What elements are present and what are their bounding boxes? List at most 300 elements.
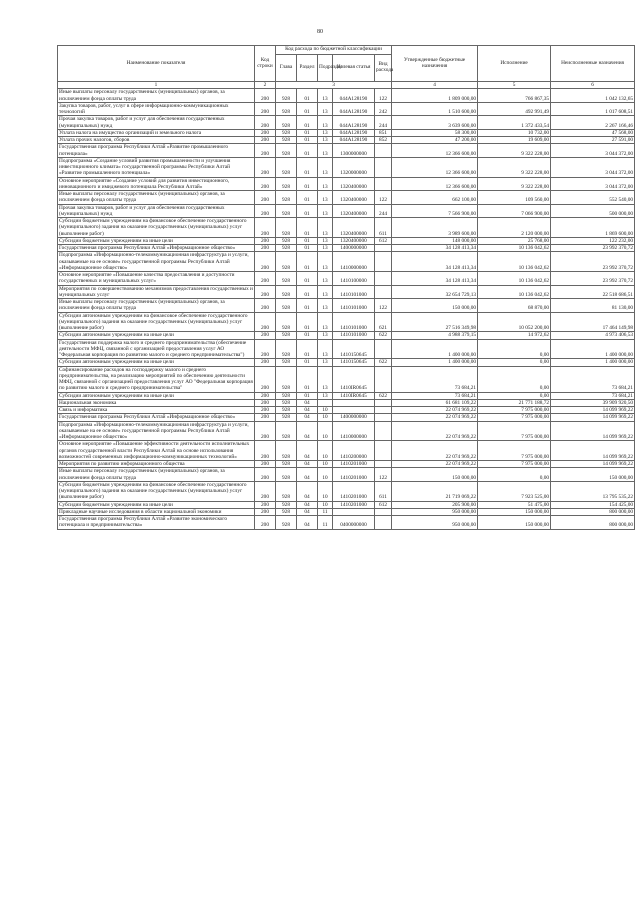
row-glava: 928 [276,204,297,218]
row-razdel: 01 [297,102,318,116]
row-razdel: 01 [297,218,318,238]
row-expense-type: 612 [375,237,392,244]
row-podrazdel: 11 [318,508,333,515]
header-approved: Утвержденные бюджетные назначения [392,46,478,82]
row-podrazdel: 13 [318,272,333,286]
row-line-code: 200 [255,204,276,218]
row-approved: 27 516 349,98 [392,312,478,332]
row-expense-type [375,177,392,191]
row-executed: 9 322 228,00 [478,144,551,158]
row-executed: 7 066 900,00 [478,204,551,218]
row-glava: 928 [276,218,297,238]
row-razdel: 01 [297,392,318,399]
row-line-code: 200 [255,461,276,468]
row-target-article: 1320000000 [333,157,375,177]
row-line-code: 200 [255,421,276,441]
row-razdel: 01 [297,157,318,177]
column-number: 3 [276,82,392,89]
row-glava: 928 [276,312,297,332]
row-glava: 928 [276,339,297,359]
budget-execution-table [57,45,635,530]
row-podrazdel: 13 [318,191,333,205]
row-executed: 150 000,00 [478,508,551,515]
row-podrazdel: 13 [318,137,333,144]
row-executed: 10 136 042,62 [478,245,551,252]
row-glava: 928 [276,359,297,366]
row-glava: 928 [276,144,297,158]
row-unexecuted: 13 795 535,22 [551,481,635,501]
row-line-code: 200 [255,272,276,286]
row-razdel: 04 [297,468,318,482]
row-podrazdel: 11 [318,516,333,530]
row-executed: 0,00 [478,359,551,366]
row-podrazdel: 13 [318,366,333,392]
row-line-code: 200 [255,144,276,158]
row-target-article: 0400000000 [333,516,375,530]
row-approved: 662 100,00 [392,191,478,205]
row-expense-type: 244 [375,204,392,218]
row-target-article: 1410000000 [333,252,375,272]
row-name: Государственная программа Республики Алтай «Информационное общество» [58,414,255,421]
row-unexecuted: 22 518 686,51 [551,285,635,299]
row-name: Прикладные научные исследования в области национальной экономики [58,508,255,515]
row-razdel: 01 [297,252,318,272]
row-approved: 205 900,00 [392,501,478,508]
row-executed: 51 475,00 [478,501,551,508]
row-target-article: 1410IR0645 [333,392,375,399]
row-target-article: 1320400000 [333,204,375,218]
row-podrazdel: 10 [318,481,333,501]
row-podrazdel: 13 [318,129,333,136]
row-target-article: 1320400000 [333,237,375,244]
row-executed: 7 975 000,00 [478,407,551,414]
row-glava: 928 [276,399,297,406]
row-razdel: 01 [297,312,318,332]
header-unexecuted: Неисполненные назначения [551,46,635,82]
row-unexecuted: 1 400 000,00 [551,359,635,366]
row-name: Подпрограмма «Информационно-телекоммуникационная инфраструктура и услуги, оказываемые на ее основе» государственной программы Республики Алтай «Информационное общество» [58,252,255,272]
row-executed: 0,00 [478,366,551,392]
row-podrazdel: 13 [318,332,333,339]
row-approved: 32 654 729,13 [392,285,478,299]
row-line-code: 200 [255,414,276,421]
row-expense-type [375,407,392,414]
row-approved: 1 400 000,00 [392,359,478,366]
header-name: Наименование показателя [58,46,255,82]
row-target-article: 1410200000 [333,441,375,461]
row-executed: 492 991,49 [478,102,551,116]
row-expense-type: 611 [375,218,392,238]
row-approved: 73 684,21 [392,366,478,392]
row-expense-type: 621 [375,312,392,332]
row-glava: 928 [276,516,297,530]
row-razdel: 01 [297,272,318,286]
row-line-code: 200 [255,191,276,205]
row-executed: 7 975 000,00 [478,421,551,441]
row-approved: 34 128 413,34 [392,272,478,286]
row-approved: 150 000,00 [392,468,478,482]
row-podrazdel: 13 [318,252,333,272]
row-name: Субсидии автономным учреждениям на иные цели [58,359,255,366]
row-glava: 928 [276,468,297,482]
row-unexecuted: 3 044 372,00 [551,157,635,177]
row-line-code: 200 [255,516,276,530]
row-name: Связь и информатика [58,407,255,414]
row-name: Субсидии бюджетным учреждениям на иные цели [58,501,255,508]
row-expense-type [375,421,392,441]
row-glava: 928 [276,481,297,501]
row-glava: 928 [276,157,297,177]
row-approved: 22 074 969,22 [392,407,478,414]
row-expense-type: 612 [375,501,392,508]
row-target-article: 1400000000 [333,414,375,421]
row-glava: 928 [276,191,297,205]
row-razdel: 01 [297,285,318,299]
row-name: Субсидии автономным учреждениям на иные цели [58,392,255,399]
row-glava: 928 [276,102,297,116]
row-executed: 68 870,00 [478,299,551,313]
row-name: Государственная программа Республики Алтай «Информационное общество» [58,245,255,252]
row-unexecuted: 14 099 969,22 [551,421,635,441]
row-executed: 10 136 042,62 [478,272,551,286]
table-row [58,299,635,313]
row-target-article: 1320400000 [333,218,375,238]
row-podrazdel: 13 [318,89,333,103]
row-line-code: 200 [255,312,276,332]
table-row [58,461,635,468]
row-approved: 58 300,00 [392,129,478,136]
row-line-code: 200 [255,441,276,461]
table-row [58,407,635,414]
row-glava: 928 [276,508,297,515]
row-line-code: 200 [255,137,276,144]
table-row [58,359,635,366]
header-podrazdel: Подраздел [318,55,333,82]
row-expense-type: 244 [375,116,392,130]
table-row [58,501,635,508]
row-approved: 22 074 969,22 [392,421,478,441]
table-row [58,204,635,218]
row-name: Уплата прочих налогов, сборов [58,137,255,144]
row-approved: 7 566 900,00 [392,204,478,218]
row-razdel: 01 [297,237,318,244]
row-podrazdel: 13 [318,204,333,218]
row-razdel: 04 [297,421,318,441]
row-razdel: 01 [297,366,318,392]
row-podrazdel: 13 [318,116,333,130]
row-expense-type [375,441,392,461]
table-row [58,144,635,158]
row-executed: 109 560,00 [478,191,551,205]
row-executed: 0,00 [478,468,551,482]
row-glava: 928 [276,414,297,421]
row-razdel: 04 [297,501,318,508]
row-executed: 7 975 000,00 [478,441,551,461]
row-approved: 3 639 600,00 [392,116,478,130]
row-name: Государственная программа Республики Алтай «Развитие экономического потенциала и предпринимательства» [58,516,255,530]
row-unexecuted: 1 400 000,00 [551,339,635,359]
row-unexecuted: 73 684,21 [551,392,635,399]
row-unexecuted: 73 684,21 [551,366,635,392]
row-target-article [333,399,375,406]
row-executed: 10 052 200,00 [478,312,551,332]
row-unexecuted: 14 099 969,22 [551,461,635,468]
row-line-code: 200 [255,508,276,515]
row-approved: 950 000,00 [392,516,478,530]
row-unexecuted: 14 099 969,22 [551,441,635,461]
row-executed: 14 972,62 [478,332,551,339]
row-podrazdel: 13 [318,285,333,299]
row-executed: 10 136 042,62 [478,252,551,272]
row-podrazdel: 10 [318,421,333,441]
row-approved: 12 366 600,00 [392,157,478,177]
row-glava: 928 [276,299,297,313]
table-row [58,245,635,252]
row-line-code: 200 [255,129,276,136]
row-podrazdel: 10 [318,461,333,468]
row-podrazdel: 13 [318,177,333,191]
row-unexecuted: 14 099 969,22 [551,407,635,414]
row-target-article: 1410201000 [333,481,375,501]
column-number: 2 [255,82,276,89]
row-unexecuted: 3 044 372,00 [551,177,635,191]
row-name: Государственная программа Республики Алтай «Развитие промышленного потенциала» [58,144,255,158]
row-podrazdel: 13 [318,299,333,313]
row-glava: 928 [276,89,297,103]
row-podrazdel [318,399,333,406]
row-glava: 928 [276,285,297,299]
row-name: Субсидии бюджетным учреждениям на финансовое обеспечение государственного (муниципального) задания на оказание государственных (муниципальных) услуг (выполнение работ) [58,481,255,501]
row-unexecuted: 800 000,00 [551,516,635,530]
row-razdel: 01 [297,332,318,339]
row-executed: 2 120 000,00 [478,218,551,238]
table-row [58,421,635,441]
row-unexecuted: 500 000,00 [551,204,635,218]
row-glava: 928 [276,252,297,272]
row-glava: 928 [276,332,297,339]
row-approved: 3 989 600,00 [392,218,478,238]
row-name: Иные выплаты персоналу государственных (муниципальных) органов, за исключением фонда оплаты труда [58,89,255,103]
table-row [58,392,635,399]
row-approved: 12 366 600,00 [392,177,478,191]
row-glava: 928 [276,441,297,461]
column-number: 5 [478,82,551,89]
row-podrazdel: 13 [318,339,333,359]
row-approved: 1 510 600,00 [392,102,478,116]
row-line-code: 200 [255,399,276,406]
row-expense-type: 622 [375,359,392,366]
row-expense-type [375,272,392,286]
row-executed: 0,00 [478,339,551,359]
column-number: 6 [551,82,635,89]
row-line-code: 200 [255,285,276,299]
row-name: Мероприятия по совершенствованию механизмов предоставления государственных и муниципальных услуг [59,285,253,298]
row-glava: 928 [276,137,297,144]
table-row [58,237,635,244]
table-row [58,89,635,103]
row-podrazdel: 10 [318,468,333,482]
row-unexecuted: 23 992 370,72 [551,272,635,286]
row-target-article: 1410150645 [333,359,375,366]
row-expense-type [375,414,392,421]
row-target-article [333,508,375,515]
row-razdel: 01 [297,89,318,103]
row-line-code: 200 [255,481,276,501]
row-line-code: 200 [255,218,276,238]
row-approved: 12 366 600,00 [392,144,478,158]
row-name: Субсидии автономным учреждениям на финансовое обеспечение государственного (муниципального) задания на оказание государственных (муниципальных) услуг (выполнение работ) [58,312,255,332]
row-razdel: 01 [297,245,318,252]
row-target-article: 044A128190 [333,102,375,116]
row-target-article: 044A128190 [333,129,375,136]
row-line-code: 200 [255,468,276,482]
row-line-code: 200 [255,157,276,177]
row-unexecuted: 4 973 406,53 [551,332,635,339]
row-approved: 61 681 109,22 [392,399,478,406]
header-vid: Вид расхода [375,55,392,82]
row-glava: 928 [276,392,297,399]
row-approved: 22 074 969,22 [392,461,478,468]
table-row [58,312,635,332]
page-number: 80 [317,29,323,35]
row-razdel: 01 [297,299,318,313]
row-approved: 34 128 413,34 [392,245,478,252]
row-unexecuted: 14 099 969,22 [551,414,635,421]
row-glava: 928 [276,461,297,468]
row-name: Основное мероприятие «Повышение эффективности деятельности исполнительных органов государственной власти Республики Алтай на основе использования возможностей современных информационно-коммуникационных технологий» [58,441,255,461]
row-podrazdel: 13 [318,245,333,252]
row-line-code: 200 [255,252,276,272]
row-target-article: 044A128190 [333,137,375,144]
row-glava: 928 [276,501,297,508]
row-target-article [333,407,375,414]
row-expense-type: 852 [375,137,392,144]
row-podrazdel: 13 [318,237,333,244]
row-target-article: 1410101000 [333,332,375,339]
row-unexecuted: 23 992 370,72 [551,252,635,272]
row-target-article: 1410101000 [333,312,375,332]
table-row [58,366,635,392]
row-glava: 928 [276,245,297,252]
row-expense-type: 622 [375,392,392,399]
row-name: Подпрограмма «Создание условий развития промышленности и улучшения инвестиционного климата» государственной программы Республики Алтай «Развитие промышленного потенциала» [58,157,255,177]
row-target-article: 1410000000 [333,421,375,441]
row-name: Иные выплаты персоналу государственных (муниципальных) органов, за исключением фонда оплаты труда [58,468,255,482]
row-line-code: 200 [255,116,276,130]
table-row [58,339,635,359]
row-razdel: 04 [297,407,318,414]
row-target-article: 044A128190 [333,116,375,130]
row-line-code: 200 [255,89,276,103]
row-unexecuted: 154 425,00 [551,501,635,508]
row-podrazdel: 13 [318,312,333,332]
row-approved: 150 000,00 [392,299,478,313]
row-executed: 766 867,35 [478,89,551,103]
row-name: Софинансирование расходов на господдержку малого и среднего предпринимательства, на реализацию мероприятий по обеспечению деятельности МФЦ, связанной с организацией предоставления услуг АО "Федеральная корпорация по развитию малого и среднего предпринимательства" [59,366,253,392]
header-executed: Исполнение [478,46,551,82]
row-razdel: 04 [297,516,318,530]
row-executed: 21 771 188,72 [478,399,551,406]
row-approved: 22 074 969,22 [392,414,478,421]
row-podrazdel: 10 [318,407,333,414]
row-line-code: 200 [255,245,276,252]
row-line-code: 200 [255,366,276,392]
row-executed: 9 322 228,00 [478,157,551,177]
table-row [58,129,635,136]
row-approved: 21 719 069,22 [392,481,478,501]
table-row [58,218,635,238]
row-target-article: 1320400000 [333,191,375,205]
row-name: Иные выплаты персоналу государственных (муниципальных) органов, за исключением фонда оплаты труда [58,299,255,313]
row-razdel: 01 [297,129,318,136]
table-row [58,508,635,515]
row-unexecuted: 1 042 132,65 [551,89,635,103]
row-glava: 928 [276,237,297,244]
row-expense-type: 242 [375,102,392,116]
row-podrazdel: 13 [318,392,333,399]
row-line-code: 200 [255,177,276,191]
row-approved: 148 000,00 [392,237,478,244]
row-glava: 928 [276,177,297,191]
table-row [58,414,635,421]
row-razdel: 04 [297,481,318,501]
row-expense-type [375,461,392,468]
row-glava: 928 [276,407,297,414]
table-row [58,468,635,482]
row-razdel: 01 [297,339,318,359]
row-target-article: 1320400000 [333,177,375,191]
table-row [58,481,635,501]
row-name: Национальная экономика [58,399,255,406]
column-number: 1 [58,82,255,89]
table-row [58,516,635,530]
row-unexecuted: 81 130,00 [551,299,635,313]
row-line-code: 200 [255,392,276,399]
row-razdel: 01 [297,177,318,191]
row-glava: 928 [276,129,297,136]
row-executed: 9 322 228,00 [478,177,551,191]
table-row [58,116,635,130]
row-razdel: 04 [297,441,318,461]
table-row [58,272,635,286]
row-executed: 7 975 000,00 [478,414,551,421]
row-target-article: 1410101000 [333,299,375,313]
row-approved: 1 400 000,00 [392,339,478,359]
row-executed: 7 975 000,00 [478,461,551,468]
row-approved: 47 200,00 [392,137,478,144]
row-name: Закупка товаров, работ, услуг в сфере информационно-коммуникационных технологий [58,102,255,116]
header-classification: Код расхода по бюджетной классификации [276,46,392,55]
row-target-article: 1410100000 [333,272,375,286]
row-unexecuted: 27 591,00 [551,137,635,144]
column-number: 4 [392,82,478,89]
table-row [58,137,635,144]
row-executed: 0,00 [478,392,551,399]
row-expense-type: 122 [375,89,392,103]
row-unexecuted: 1 017 608,51 [551,102,635,116]
row-executed: 10 136 042,62 [478,285,551,299]
row-unexecuted: 17 464 149,98 [551,312,635,332]
row-unexecuted: 800 000,00 [551,508,635,515]
row-unexecuted: 552 540,00 [551,191,635,205]
row-executed: 10 732,00 [478,129,551,136]
table-row [58,441,635,461]
header-razdel: Раздел [297,55,318,82]
row-expense-type: 122 [375,191,392,205]
row-expense-type [375,252,392,272]
row-razdel: 01 [297,204,318,218]
row-target-article: 1410201000 [333,461,375,468]
